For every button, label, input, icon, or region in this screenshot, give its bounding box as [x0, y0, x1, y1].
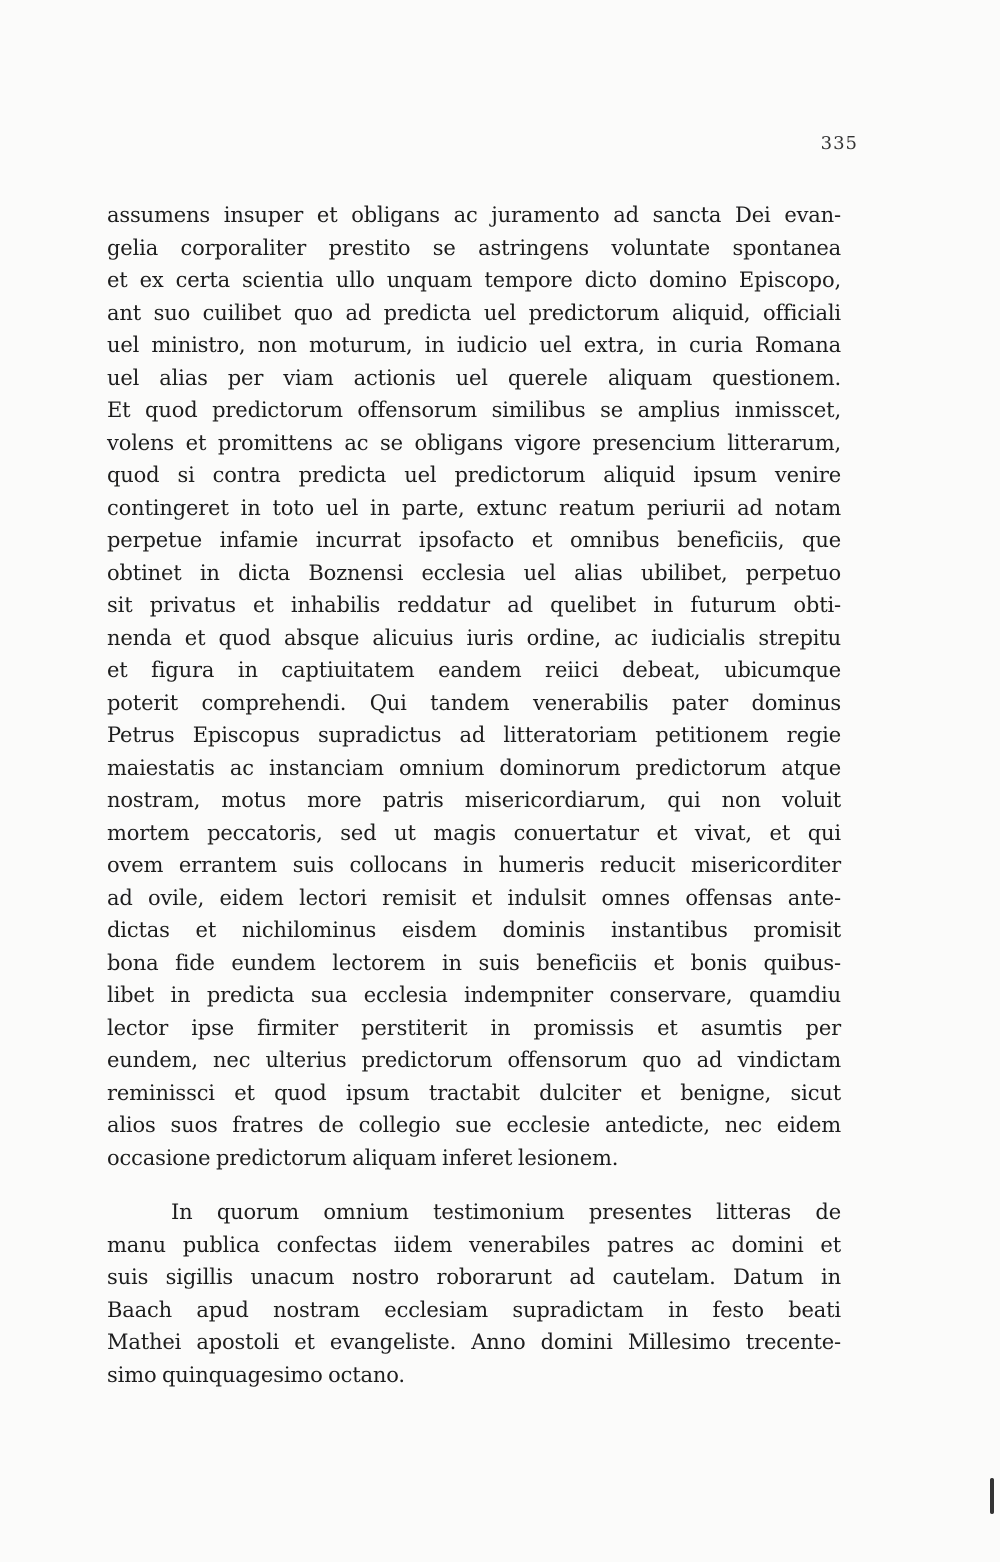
text-line: simo quinquagesimo octano.	[107, 1362, 405, 1387]
text-line: nenda et quod absque alicuius iuris ordine, ac iudicialis strepitu	[107, 625, 841, 650]
text-line: assumens insuper et obligans ac juramento ad sancta Dei evan-	[107, 203, 841, 227]
paragraph-1	[107, 199, 841, 1174]
text-line: bona fide eundem lectorem in suis beneficiis et bonis quibus-	[107, 950, 841, 975]
text-line: uel ministro, non moturum, in iudicio uel extra, in curia Romana	[107, 333, 841, 357]
text-line: uel alias per viam actionis uel querele aliquam questionem.	[107, 365, 841, 390]
text-line: ad ovile, eidem lectori remisit et indulsit omnes offensas ante-	[107, 885, 841, 910]
page-number: 335	[820, 133, 858, 154]
paragraph-2	[107, 1196, 841, 1391]
text-line: et ex certa scientia ullo unquam tempore dicto domino Episcopo,	[107, 268, 841, 292]
text-line: Et quod predictorum offensorum similibus se amplius inmisscet,	[107, 398, 841, 422]
text-line: Baach apud nostram ecclesiam supradictam in festo beati	[107, 1297, 841, 1322]
text-line: ant suo cuilibet quo ad predicta uel predictorum aliquid, officiali	[107, 300, 841, 325]
text-line: manu publica confectas iidem venerabiles patres ac domini et	[107, 1232, 841, 1257]
text-line: mortem peccatoris, sed ut magis conuertatur et vivat, et qui	[107, 820, 841, 845]
text-line: libet in predicta sua ecclesia indempniter conservare, quamdiu	[107, 983, 841, 1007]
text-line: dictas et nichilominus eisdem dominis instantibus promisit	[107, 918, 841, 942]
text-line: ovem errantem suis collocans in humeris reducit misericorditer	[107, 853, 841, 877]
text-line: nostram, motus more patris misericordiarum, qui non voluit	[107, 788, 841, 812]
text-line: suis sigillis unacum nostro roborarunt ad cautelam. Datum in	[107, 1265, 841, 1289]
text-line: obtinet in dicta Boznensi ecclesia uel alias ubilibet, perpetuo	[107, 560, 841, 585]
text-line: perpetue infamie incurrat ipsofacto et omnibus beneficiis, que	[107, 528, 841, 552]
text-line: poterit comprehendi. Qui tandem venerabilis pater dominus	[107, 690, 841, 715]
text-line: gelia corporaliter prestito se astringens voluntate spontanea	[107, 235, 841, 260]
text-line: lector ipse firmiter perstiterit in promissis et asumtis per	[107, 1015, 841, 1040]
text-line: In quorum omnium testimonium presentes litteras de	[171, 1200, 841, 1224]
text-line: contingeret in toto uel in parte, extunc reatum periurii ad notam	[107, 495, 841, 520]
text-line: Mathei apostoli et evangeliste. Anno domini Millesimo trecente-	[107, 1330, 841, 1354]
text-line: sit privatus et inhabilis reddatur ad quelibet in futurum obti-	[107, 593, 841, 617]
text-line: alios suos fratres de collegio sue ecclesie antedicte, nec eidem	[107, 1113, 841, 1137]
text-line: reminissci et quod ipsum tractabit dulciter et benigne, sicut	[107, 1080, 841, 1105]
text-line: occasione predictorum aliquam inferet lesionem.	[107, 1145, 619, 1170]
text-line: Petrus Episcopus supradictus ad litteratoriam petitionem regie	[107, 723, 841, 747]
text-line: et figura in captiuitatem eandem reiici debeat, ubicumque	[107, 658, 841, 682]
text-line: quod si contra predicta uel predictorum aliquid ipsum venire	[107, 463, 841, 487]
text-line: maiestatis ac instanciam omnium dominorum predictorum atque	[107, 755, 841, 780]
text-line: eundem, nec ulterius predictorum offensorum quo ad vindictam	[107, 1048, 841, 1072]
text-line: volens et promittens ac se obligans vigore presencium litterarum,	[107, 430, 841, 455]
page-edge-mark	[990, 1478, 994, 1514]
